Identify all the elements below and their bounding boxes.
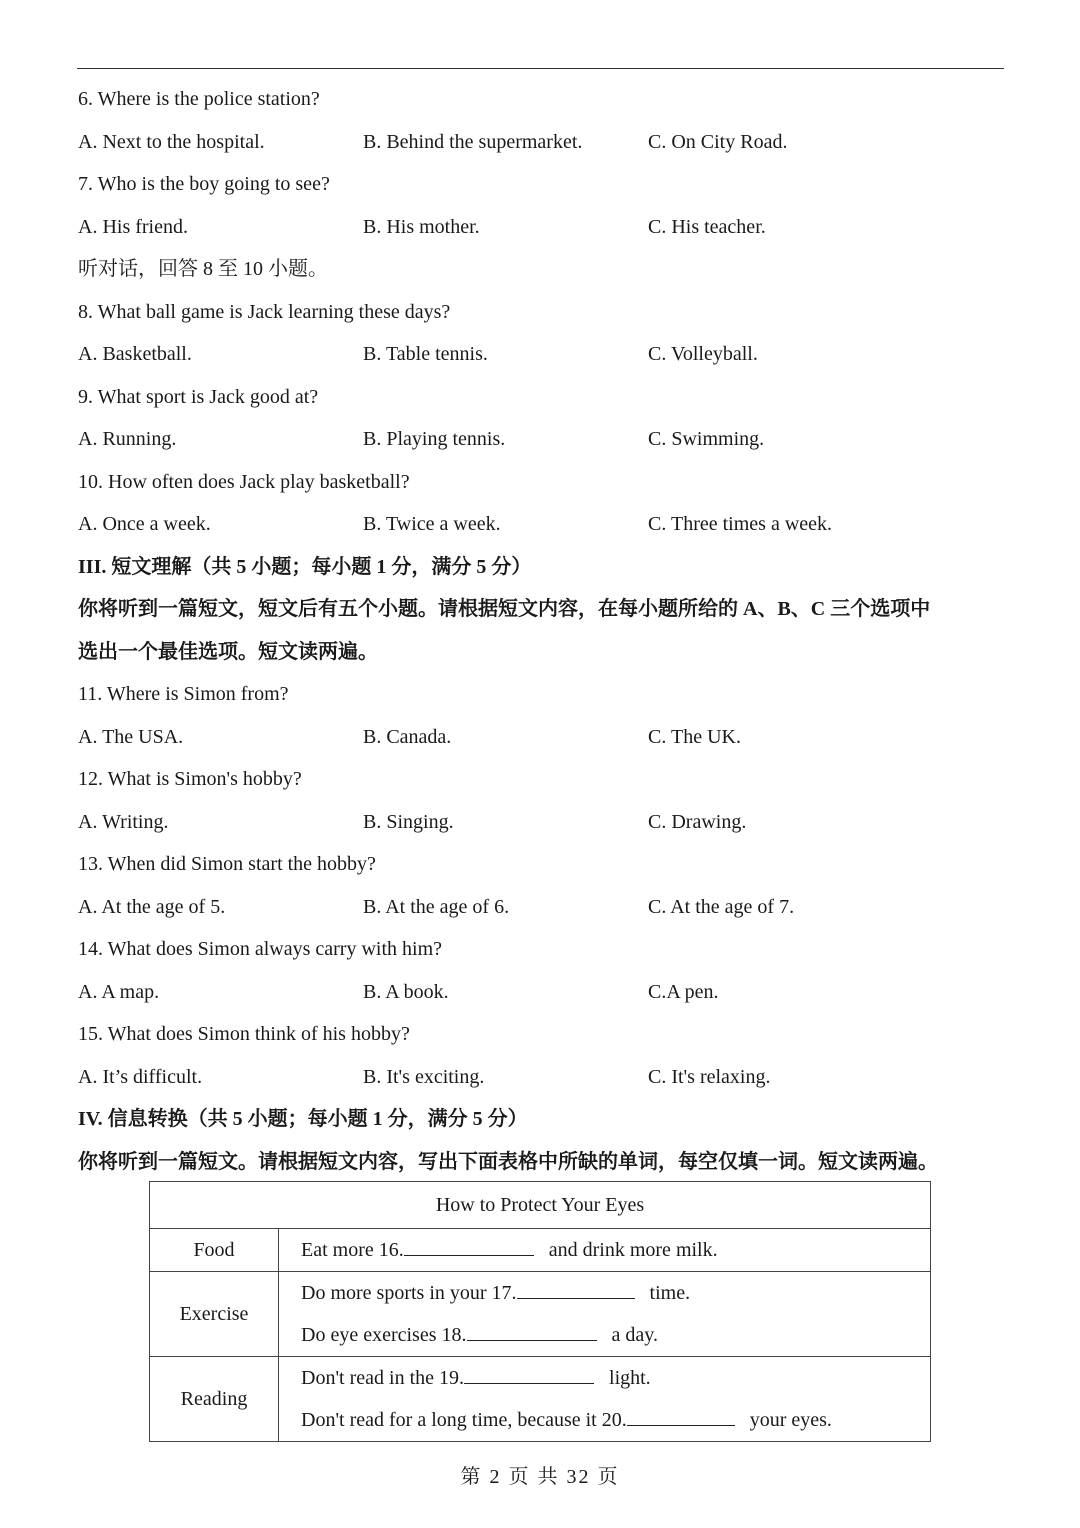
table-rows-reading xyxy=(279,1357,931,1442)
option-6a: A. Next to the hospital. xyxy=(78,130,265,153)
page-footer: 第 2 页 共 32 页 xyxy=(460,1466,620,1488)
option-14c: C.A pen. xyxy=(648,980,719,1003)
table-row-16 xyxy=(301,1229,930,1271)
option-12c: C. Drawing. xyxy=(648,810,747,833)
table-row-20 xyxy=(301,1399,930,1441)
header-rule xyxy=(77,68,1004,69)
row-16-suffix: and drink more milk. xyxy=(548,1239,718,1261)
option-13b: B. At the age of 6. xyxy=(363,895,510,918)
options-7 xyxy=(78,212,1008,255)
options-9 xyxy=(78,424,1008,467)
question-9: 9. What sport is Jack good at? xyxy=(78,385,319,408)
option-12a: A. Writing. xyxy=(78,810,169,833)
options-15 xyxy=(78,1062,1008,1105)
option-9a: A. Running. xyxy=(78,428,177,450)
instruction-8-10: 听对话，回答 8 至 10 小题。 xyxy=(78,258,328,280)
options-8 xyxy=(78,339,1008,382)
section-3-heading: III. 短文理解（共 5 小题；每小题 1 分，满分 5 分） xyxy=(78,555,532,578)
table-row-18 xyxy=(301,1314,930,1356)
section-4-heading: IV. 信息转换（共 5 小题；每小题 1 分，满分 5 分） xyxy=(78,1108,528,1130)
blank-20[interactable] xyxy=(627,1405,735,1426)
option-9c: C. Swimming. xyxy=(648,428,765,450)
option-7b: B. His mother. xyxy=(363,215,480,238)
question-7: 7. Who is the boy going to see? xyxy=(78,173,330,195)
row-18-suffix: a day. xyxy=(611,1324,658,1346)
table-row-19 xyxy=(301,1357,930,1399)
table-label-reading: Reading xyxy=(150,1357,279,1442)
option-10c: C. Three times a week. xyxy=(648,513,833,535)
question-14: 14. What does Simon always carry with him? xyxy=(78,938,443,960)
blank-17[interactable] xyxy=(517,1278,635,1299)
row-20-suffix: your eyes. xyxy=(749,1409,832,1431)
option-15c: C. It's relaxing. xyxy=(648,1065,771,1088)
row-17-suffix: time. xyxy=(649,1282,691,1304)
section-3-instruction-2: 选出一个最佳选项。短文读两遍。 xyxy=(78,640,378,663)
table-label-exercise: Exercise xyxy=(150,1272,279,1357)
option-15a: A. It’s difficult. xyxy=(78,1065,203,1088)
options-6 xyxy=(78,127,1008,170)
table-row-17 xyxy=(301,1272,930,1314)
question-12: 12. What is Simon's hobby? xyxy=(78,768,302,790)
options-13 xyxy=(78,892,1008,935)
table-rows-exercise xyxy=(279,1272,931,1357)
options-11 xyxy=(78,722,1008,765)
option-10b: B. Twice a week. xyxy=(363,513,501,535)
blank-16[interactable] xyxy=(404,1235,534,1256)
question-8: 8. What ball game is Jack learning these days? xyxy=(78,300,451,323)
option-8b: B. Table tennis. xyxy=(363,343,488,365)
page-content xyxy=(78,84,1008,1189)
option-7a: A. His friend. xyxy=(78,215,188,238)
row-20-prefix: Don't read for a long time, because it 20. xyxy=(301,1409,627,1431)
option-10a: A. Once a week. xyxy=(78,513,211,535)
option-13c: C. At the age of 7. xyxy=(648,895,795,918)
option-9b: B. Playing tennis. xyxy=(363,428,506,450)
table-title: How to Protect Your Eyes xyxy=(150,1182,931,1229)
row-19-suffix: light. xyxy=(609,1367,651,1389)
option-6c: C. On City Road. xyxy=(648,130,788,153)
question-11: 11. Where is Simon from? xyxy=(78,683,289,705)
options-10 xyxy=(78,509,1008,552)
option-11b: B. Canada. xyxy=(363,725,452,748)
question-10: 10. How often does Jack play basketball? xyxy=(78,470,410,493)
option-12b: B. Singing. xyxy=(363,810,454,833)
option-11c: C. The UK. xyxy=(648,725,741,748)
option-8a: A. Basketball. xyxy=(78,343,192,365)
option-6b: B. Behind the supermarket. xyxy=(363,130,583,153)
option-15b: B. It's exciting. xyxy=(363,1065,485,1088)
section-4-instruction: 你将听到一篇短文。请根据短文内容，写出下面表格中所缺的单词，每空仅填一词。短文读两遍。 xyxy=(78,1150,938,1173)
question-6: 6. Where is the police station? xyxy=(78,88,320,110)
question-15: 15. What does Simon think of his hobby? xyxy=(78,1023,410,1045)
row-17-prefix: Do more sports in your 17. xyxy=(301,1282,517,1304)
table-rows-food xyxy=(279,1229,931,1272)
table-label-food: Food xyxy=(150,1229,279,1272)
row-19-prefix: Don't read in the 19. xyxy=(301,1367,465,1389)
row-18-prefix: Do eye exercises 18. xyxy=(301,1324,467,1346)
option-14a: A. A map. xyxy=(78,980,160,1003)
options-12 xyxy=(78,807,1008,850)
info-table xyxy=(149,1181,931,1442)
blank-18[interactable] xyxy=(467,1320,597,1341)
options-14 xyxy=(78,977,1008,1020)
option-13a: A. At the age of 5. xyxy=(78,895,226,918)
row-16-prefix: Eat more 16. xyxy=(301,1239,404,1261)
option-11a: A. The USA. xyxy=(78,725,184,748)
blank-19[interactable] xyxy=(464,1363,594,1384)
option-14b: B. A book. xyxy=(363,980,449,1003)
section-3-instruction-1: 你将听到一篇短文，短文后有五个小题。请根据短文内容，在每小题所给的 A、B、C 三个选项中 xyxy=(78,598,931,620)
option-7c: C. His teacher. xyxy=(648,215,766,238)
option-8c: C. Volleyball. xyxy=(648,343,758,365)
question-13: 13. When did Simon start the hobby? xyxy=(78,853,376,875)
